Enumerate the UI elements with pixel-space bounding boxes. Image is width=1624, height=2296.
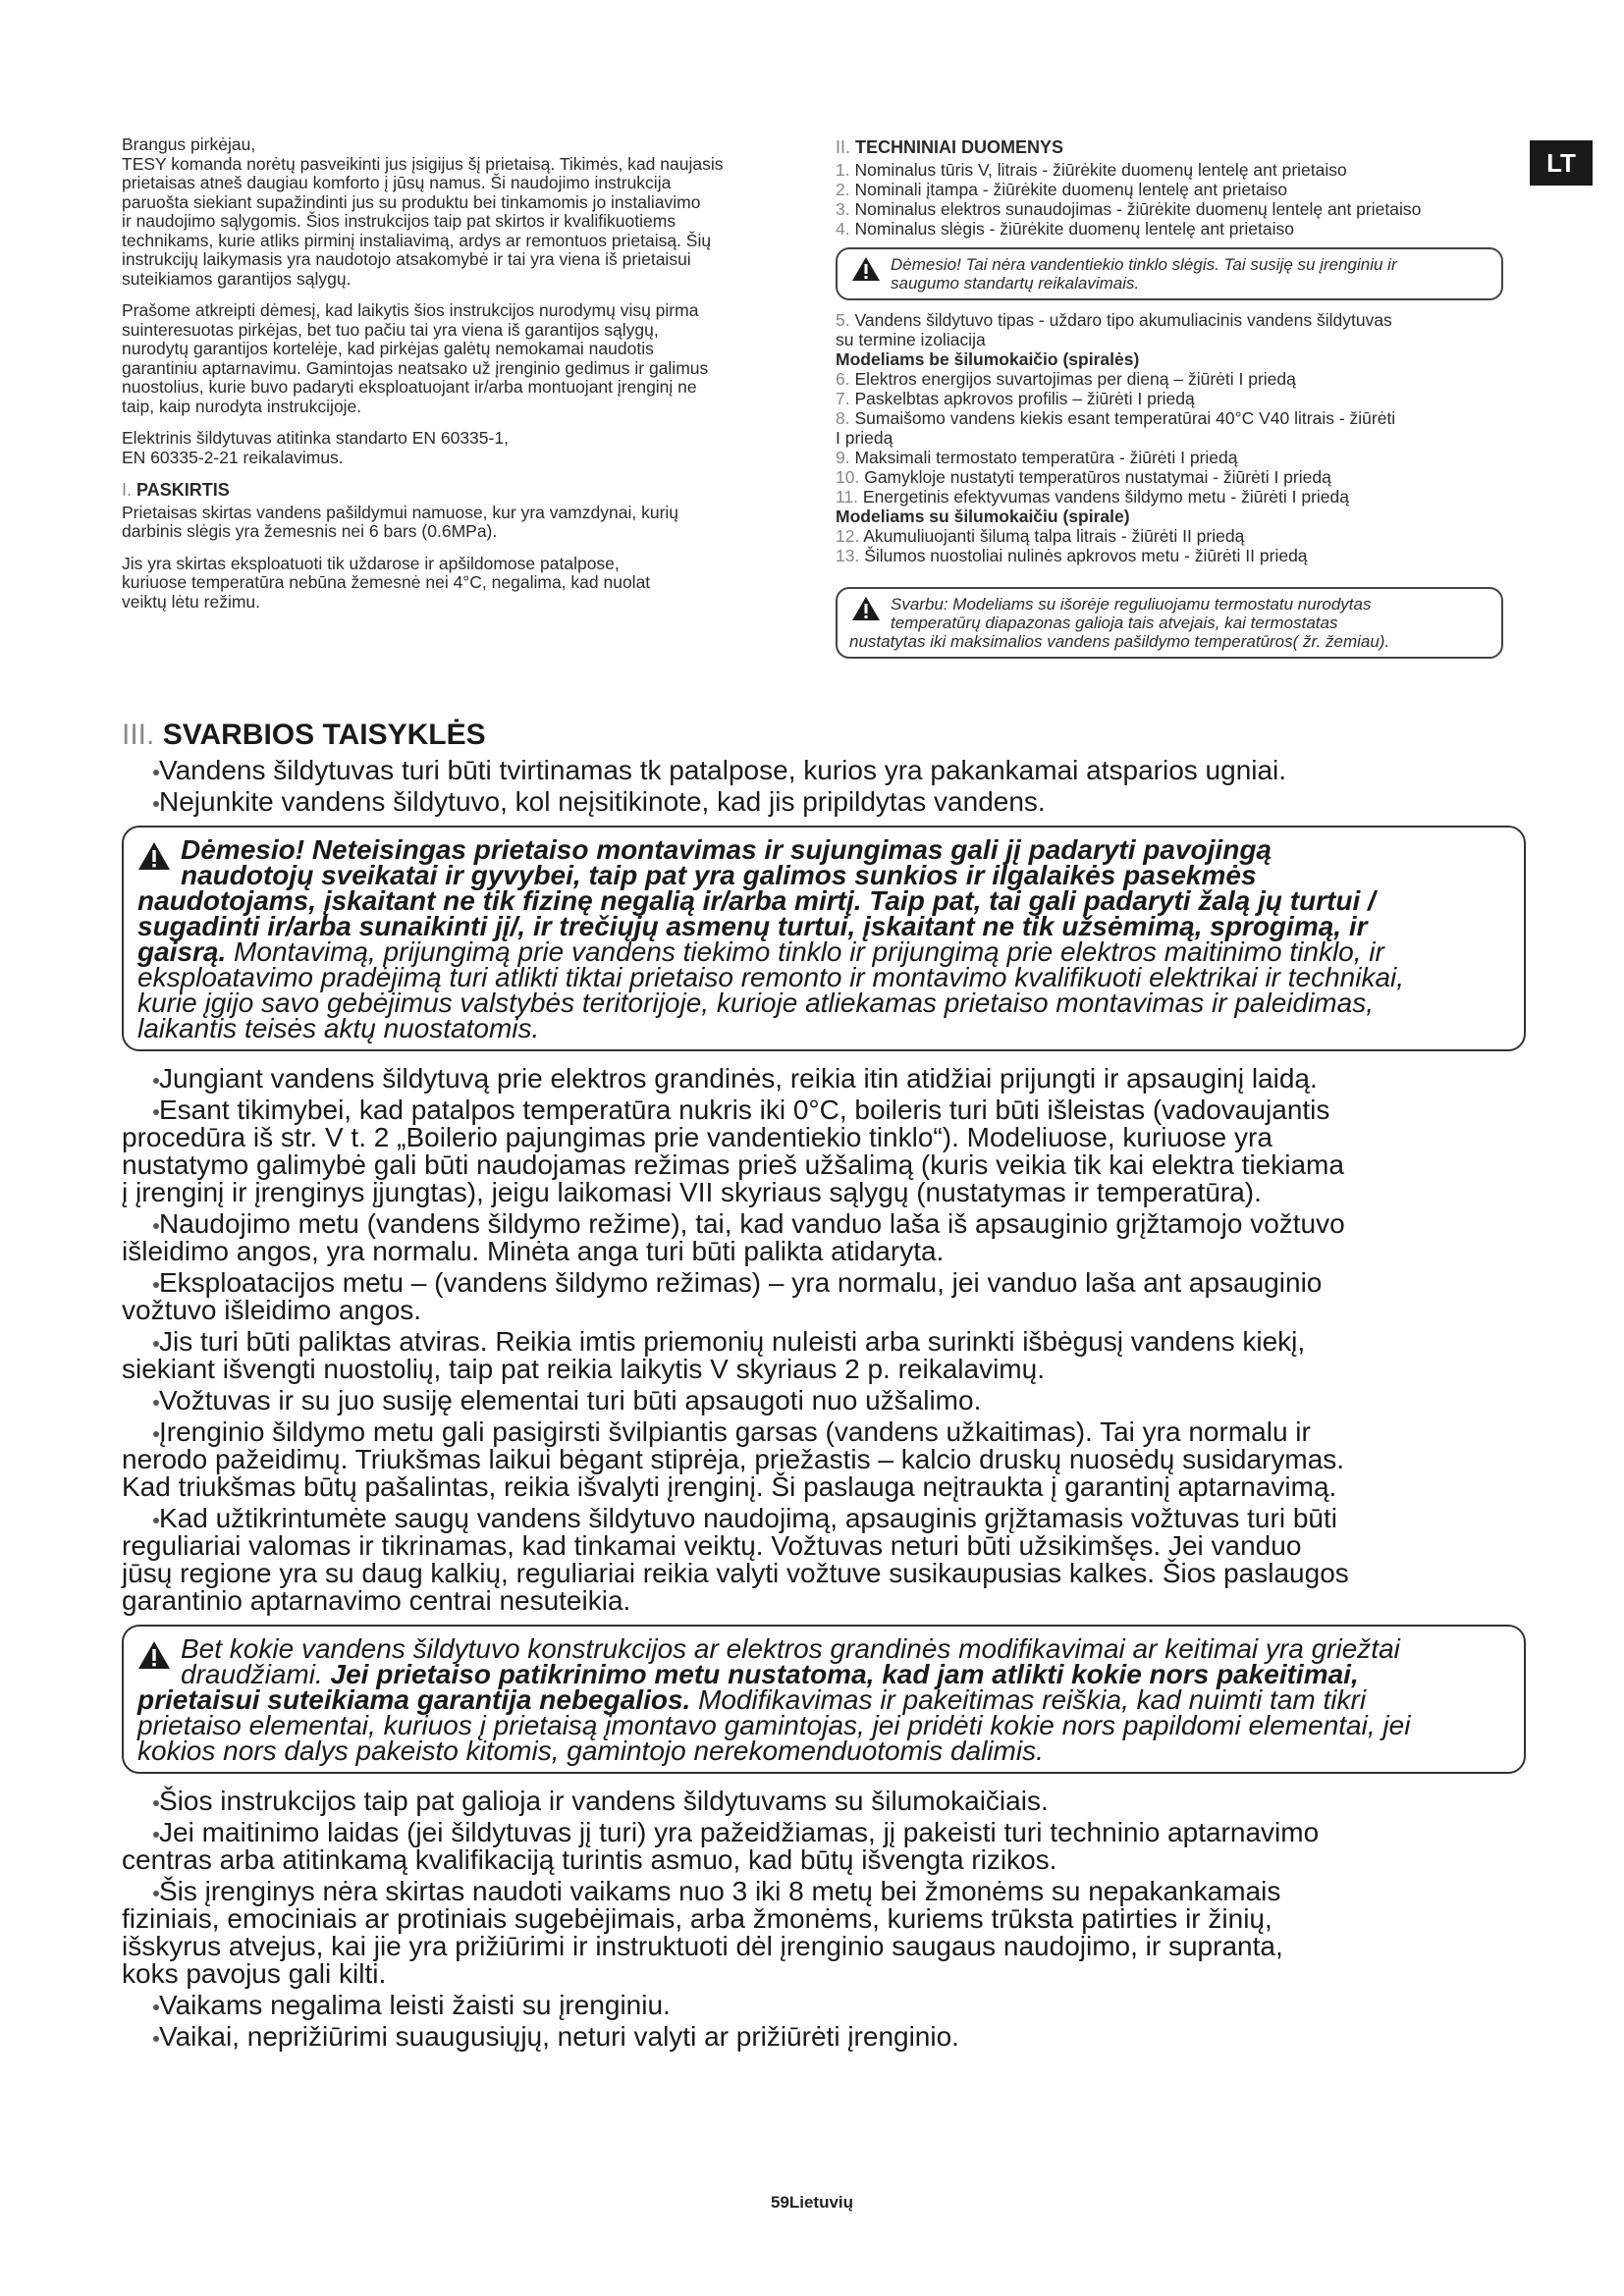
tech-item-continuation: I priedą	[836, 428, 893, 448]
rule-paragraph: Vaikai, neprižiūrimi suaugusiųjų, neturi valyti ar prižiūrėti įrenginio.	[122, 2023, 1526, 2051]
intro-paragraph-1: Brangus pirkėjau, TESY komanda norėtų pasveikinti jus įsigijus šį prietaisą. Tikimės, kad naujasis prietaisas atneš daugiau komforto į jūsų namus. Ši naudojimo instrukcija paruošta siekiant supažindinti jus su produktu bei tinkamomis jo instaliavimo ir naudojimo sąlygomis. Šios instrukcijos taip pat skirtos ir kvalifikuotiems technikams, kurie atliks pirminį instaliavimą, ardys ar remontuos prietaisą. Šių instrukcijų laikymasis yra naudotojo atsakomybė ir tai yra viena iš prietaisui suteikiamos garantijos sąlygų.	[122, 134, 724, 289]
tech-item: 13. Šilumos nuostoliai nulinės apkrovos metu - žiūrėti II priedą	[836, 546, 1308, 565]
tech-item: 7. Paskelbtas apkrovos profilis – žiūrėti I priedą	[836, 389, 1195, 408]
tech-item: 4. Nominalus slėgis - žiūrėkite duomenų lentelę ant prietaiso	[836, 219, 1294, 239]
bullet-icon	[153, 1282, 159, 1288]
tech-item: 6. Elektros energijos suvartojimas per dieną – žiūrėti I priedą	[836, 369, 1296, 389]
tech-item: 11. Energetinis efektyvumas vandens šildymo metu - žiūrėti I priedą	[836, 487, 1349, 507]
section-1-paragraph-2: Jis yra skirtas eksploatuoti tik uždarose ir apšildomose patalpose, kuriuose temperatūra nebūna žemesnė nei 4°C, negalima, kad nuolat veiktų lėtu režimu.	[122, 553, 651, 612]
warning-icon	[137, 1640, 171, 1670]
footer-language: Lietuvių	[788, 2193, 854, 2212]
rule-paragraph: Įrenginio šildymo metu gali pasigirsti švilpiantis garsas (vandens užkaitimas). Tai yra normalu ir nerodo pažeidimų. Triukšmas laikui bėgant stiprėja, priežastis – kalcio druskų nuosėdų susidarymas. Kad triukšmas būtų pašalintas, reikia išvalyti įrenginį. Ši paslauga neįtraukta į garantinį aptarnavimą.	[122, 1416, 1345, 1502]
rule-paragraph: Jis turi būti paliktas atviras. Reikia imtis priemonių nuleisti arba surinkti išbėgusį vandens kiekį, siekiant išvengti nuostolių, taip pat reikia laikytis V skyriaus 2 p. reikalavimų.	[122, 1326, 1306, 1384]
section-1-heading: I. PASKIRTIS	[122, 480, 230, 500]
warning-icon	[851, 596, 881, 621]
pressure-warning-box: Dėmesio! Tai nėra vandentiekio tinklo slėgis. Tai susiję su įrenginiu ir saugumo standartų reikalavimais.	[836, 247, 1503, 300]
bullet-icon	[153, 801, 159, 807]
tech-item: 8. Sumaišomo vandens kiekis esant temperatūrai 40°C V40 litrais - žiūrėti	[836, 408, 1396, 428]
intro-paragraph-3: Elektrinis šildytuvas atitinka standarto EN 60335-1, EN 60335-2-21 reikalavimus.	[122, 428, 509, 467]
bullet-icon	[153, 1800, 159, 1806]
tech-item: 12. Akumuliuojanti šilumą talpa litrais - žiūrėti II priedą	[836, 526, 1245, 546]
tech-item: 10. Gamykloje nustatyti temperatūros nustatymai - žiūrėti I priedą	[836, 467, 1331, 487]
rule-paragraph: Esant tikimybei, kad patalpos temperatūra nukris iki 0°C, boileris turi būti išleistas (vadovaujantis procedūra iš str. V t. 2 „Boilerio pajungimas prie vandentiekio tinklo“). Modeliuose, kuriuose yra nustatymo galimybė gali būti naudojamas režimas prieš užšalimą (kuris veikia tik kai elektra tiekiama į įrenginį ir įrenginys įjungtas), jeigu laikomasi VII skyriaus sąlygų (nustatymas ir temperatūra).	[122, 1095, 1344, 1207]
modification-warning-box: Bet kokie vandens šildytuvo konstrukcijos ar elektros grandinės modifikavimai ar keitimai yra griežtai draudžiami. Jei prietaiso patikrinimo metu nustatoma, kad jam atlikti kokie nors pakeitimai, prietaisui suteikiama garantija nebegalios. Modifikavimas ir pakeitimas reiškia, kad nuimti tam tikri prietaiso elementai, kuriuos į prietaisą įmontavo gamintojas, jei pridėti kokie nors papildomi elementai, jei kokios nors dalys pakeisto kitomis, gamintojo nerekomenduotomis dalimis.	[122, 1625, 1526, 1774]
section-3-heading: III. SVARBIOS TAISYKLĖS	[122, 719, 486, 751]
rule-paragraph: Naudojimo metu (vandens šildymo režime), tai, kad vanduo laša iš apsauginio grįžtamojo vožtuvo išleidimo angos, yra normalu. Minėta anga turi būti palikta atidaryta.	[122, 1208, 1345, 1266]
subheading-with-coil: Modeliams su šilumokaičiu (spirale)	[836, 507, 1130, 526]
rule-paragraph: Kad užtikrintumėte saugų vandens šildytuvo naudojimą, apsauginis grįžtamasis vožtuvas turi būti reguliariai valomas ir tikrinamas, kad tinkamai veiktų. Vožtuvas neturi būti užsikimšęs. Jei vanduo jūsų regione yra su daug kalkių, reguliariai reikia valyti vožtuve susikaupusias kalkes. Šios paslaugos garantinio aptarnavimo centrai nesuteikia.	[122, 1503, 1349, 1616]
installation-warning-box: Dėmesio! Neteisingas prietaiso montavimas ir sujungimas gali jį padaryti pavojingą naudotojų sveikatai ir gyvybei, taip pat yra galimos sunkios ir ilgalaikės pasekmės naudotojams, įskaitant ne tik fizinę negalią ir/arba mirtį. Taip pat, tai gali padaryti žalą jų turtui / sugadinti ir/arba sunaikinti jį/, ir trečiųjų asmenų turtui, įskaitant ne tik užsėmimą, sprogimą, ir gaisrą. Montavimą, prijungimą prie vandens tiekimo tinklo ir prijungimą prie elektros maitinimo tinklo, ir eksploatavimo pradėjimą turi atlikti tiktai prietaiso remonto ir montavimo kvalifikuoti elektrikai ir technikai, kurie įgijo savo gebėjimus valstybės teritorijoje, kurioje atliekamas prietaiso montavimas ir paleidimas, laikantis teisės aktų nuostatomis.	[122, 826, 1526, 1051]
bullet-icon	[153, 1431, 159, 1437]
bullet-icon	[153, 770, 159, 775]
left-column	[122, 135, 789, 624]
bullet-icon	[153, 1341, 159, 1347]
intro-paragraph-2: Prašome atkreipti dėmesį, kad laikytis šios instrukcijos nurodymų visų pirma suinteresuotas pirkėjas, bet tuo pačiu tai yra viena iš garantijos sąlygų, nurodytų garantijos kortelėje, kad pirkėjas galėtų nemokamai naudotis garantiniu aptarnavimu. Gamintojas neatsako už įrenginio gedimus ir galimus nuostolius, kurie buvo padaryti eksploatuojant ir/arba montuojant įrenginį ne taip, kaip nurodyta instrukcijoje.	[122, 300, 709, 416]
bullet-icon	[153, 1518, 159, 1523]
rule-paragraph: Nejunkite vandens šildytuvo, kol neįsitikinote, kad jis pripildytas vandens.	[122, 788, 1526, 816]
language-badge: LT	[1530, 140, 1593, 186]
tech-item: 2. Nominali įtampa - žiūrėkite duomenų lentelę ant prietaiso	[836, 180, 1288, 199]
rule-paragraph: Šios instrukcijos taip pat galioja ir vandens šildytuvams su šilumokaičiais.	[122, 1788, 1526, 1815]
bullet-icon	[153, 1400, 159, 1406]
page-footer	[0, 2193, 1624, 2213]
rule-paragraph: Eksploatacijos metu – (vandens šildymo režimas) – yra normalu, jei vanduo laša ant apsauginio vožtuvo išleidimo angos.	[122, 1267, 1323, 1325]
section-2-heading: II. TECHNINIAI DUOMENYS	[836, 137, 1064, 157]
tech-item: 9. Maksimali termostato temperatūra - žiūrėti I priedą	[836, 448, 1238, 467]
section-3	[122, 721, 1526, 2055]
rule-paragraph: Vaikams negalima leisti žaisti su įrenginiu.	[122, 1992, 1526, 2019]
bullet-icon	[153, 1223, 159, 1229]
rule-paragraph: Vožtuvas ir su juo susiję elementai turi būti apsaugoti nuo užšalimo.	[122, 1387, 1526, 1415]
bullet-icon	[153, 2036, 159, 2042]
rule-paragraph: Vandens šildytuvas turi būti tvirtinamas tk patalpose, kurios yra pakankamai atsparios ugniai.	[122, 757, 1526, 784]
warning-icon	[851, 256, 881, 282]
rule-paragraph: Šis įrenginys nėra skirtas naudoti vaikams nuo 3 iki 8 metų bei žmonėms su nepakankamais fiziniais, emociniais ar protiniais sugebėjimais, arba žmonėms, kuriems trūksta patirties ir žinių, išskyrus atvejus, kai jie yra prižiūrimi ir instruktuoti dėl įrenginio saugaus naudojimo, ir supranta, koks pavojus gali kilti.	[122, 1876, 1283, 1989]
tech-item: 1. Nominalus tūris V, litrais - žiūrėkite duomenų lentelę ant prietaiso	[836, 160, 1347, 180]
page-number: 59	[770, 2193, 789, 2212]
right-column	[836, 137, 1503, 668]
thermostat-note-box: Svarbu: Modeliams su išorėje reguliuojamu termostatu nurodytas temperatūrų diapazonas galioja tais atvejais, kai termostatas nustatytas iki maksimalios vandens pašildymo temperatūros( žr. žemiau).	[836, 587, 1503, 659]
tech-item: 3. Nominalus elektros sunaudojimas - žiūrėkite duomenų lentelę ant prietaiso	[836, 199, 1422, 219]
rule-paragraph: Jungiant vandens šildytuvą prie elektros grandinės, reikia itin atidžiai prijungti ir apsauginį laidą.	[122, 1065, 1526, 1093]
bullet-icon	[153, 1891, 159, 1896]
bullet-icon	[153, 2004, 159, 2010]
bullet-icon	[153, 1109, 159, 1115]
warning-icon	[137, 841, 171, 871]
subheading-no-coil: Modeliams be šilumokaičio (spiralės)	[836, 349, 1140, 369]
bullet-icon	[153, 1078, 159, 1084]
rule-paragraph: Jei maitinimo laidas (jei šildytuvas jį turi) yra pažeidžiamas, jį pakeisti turi techninio aptarnavimo centras arba atitinkamą kvalifikaciją turintis asmuo, kad būtų išvengta rizikos.	[122, 1817, 1320, 1875]
section-1-paragraph-1: Prietaisas skirtas vandens pašildymui namuose, kur yra vamzdynai, kurių darbinis slėgis yra žemesnis nei 6 bars (0.6MPa).	[122, 502, 679, 541]
bullet-icon	[153, 1832, 159, 1838]
tech-item-continuation: su termine izoliacija	[836, 330, 986, 349]
tech-item: 5. Vandens šildytuvo tipas - uždaro tipo akumuliacinis vandens šildytuvas	[836, 310, 1392, 330]
